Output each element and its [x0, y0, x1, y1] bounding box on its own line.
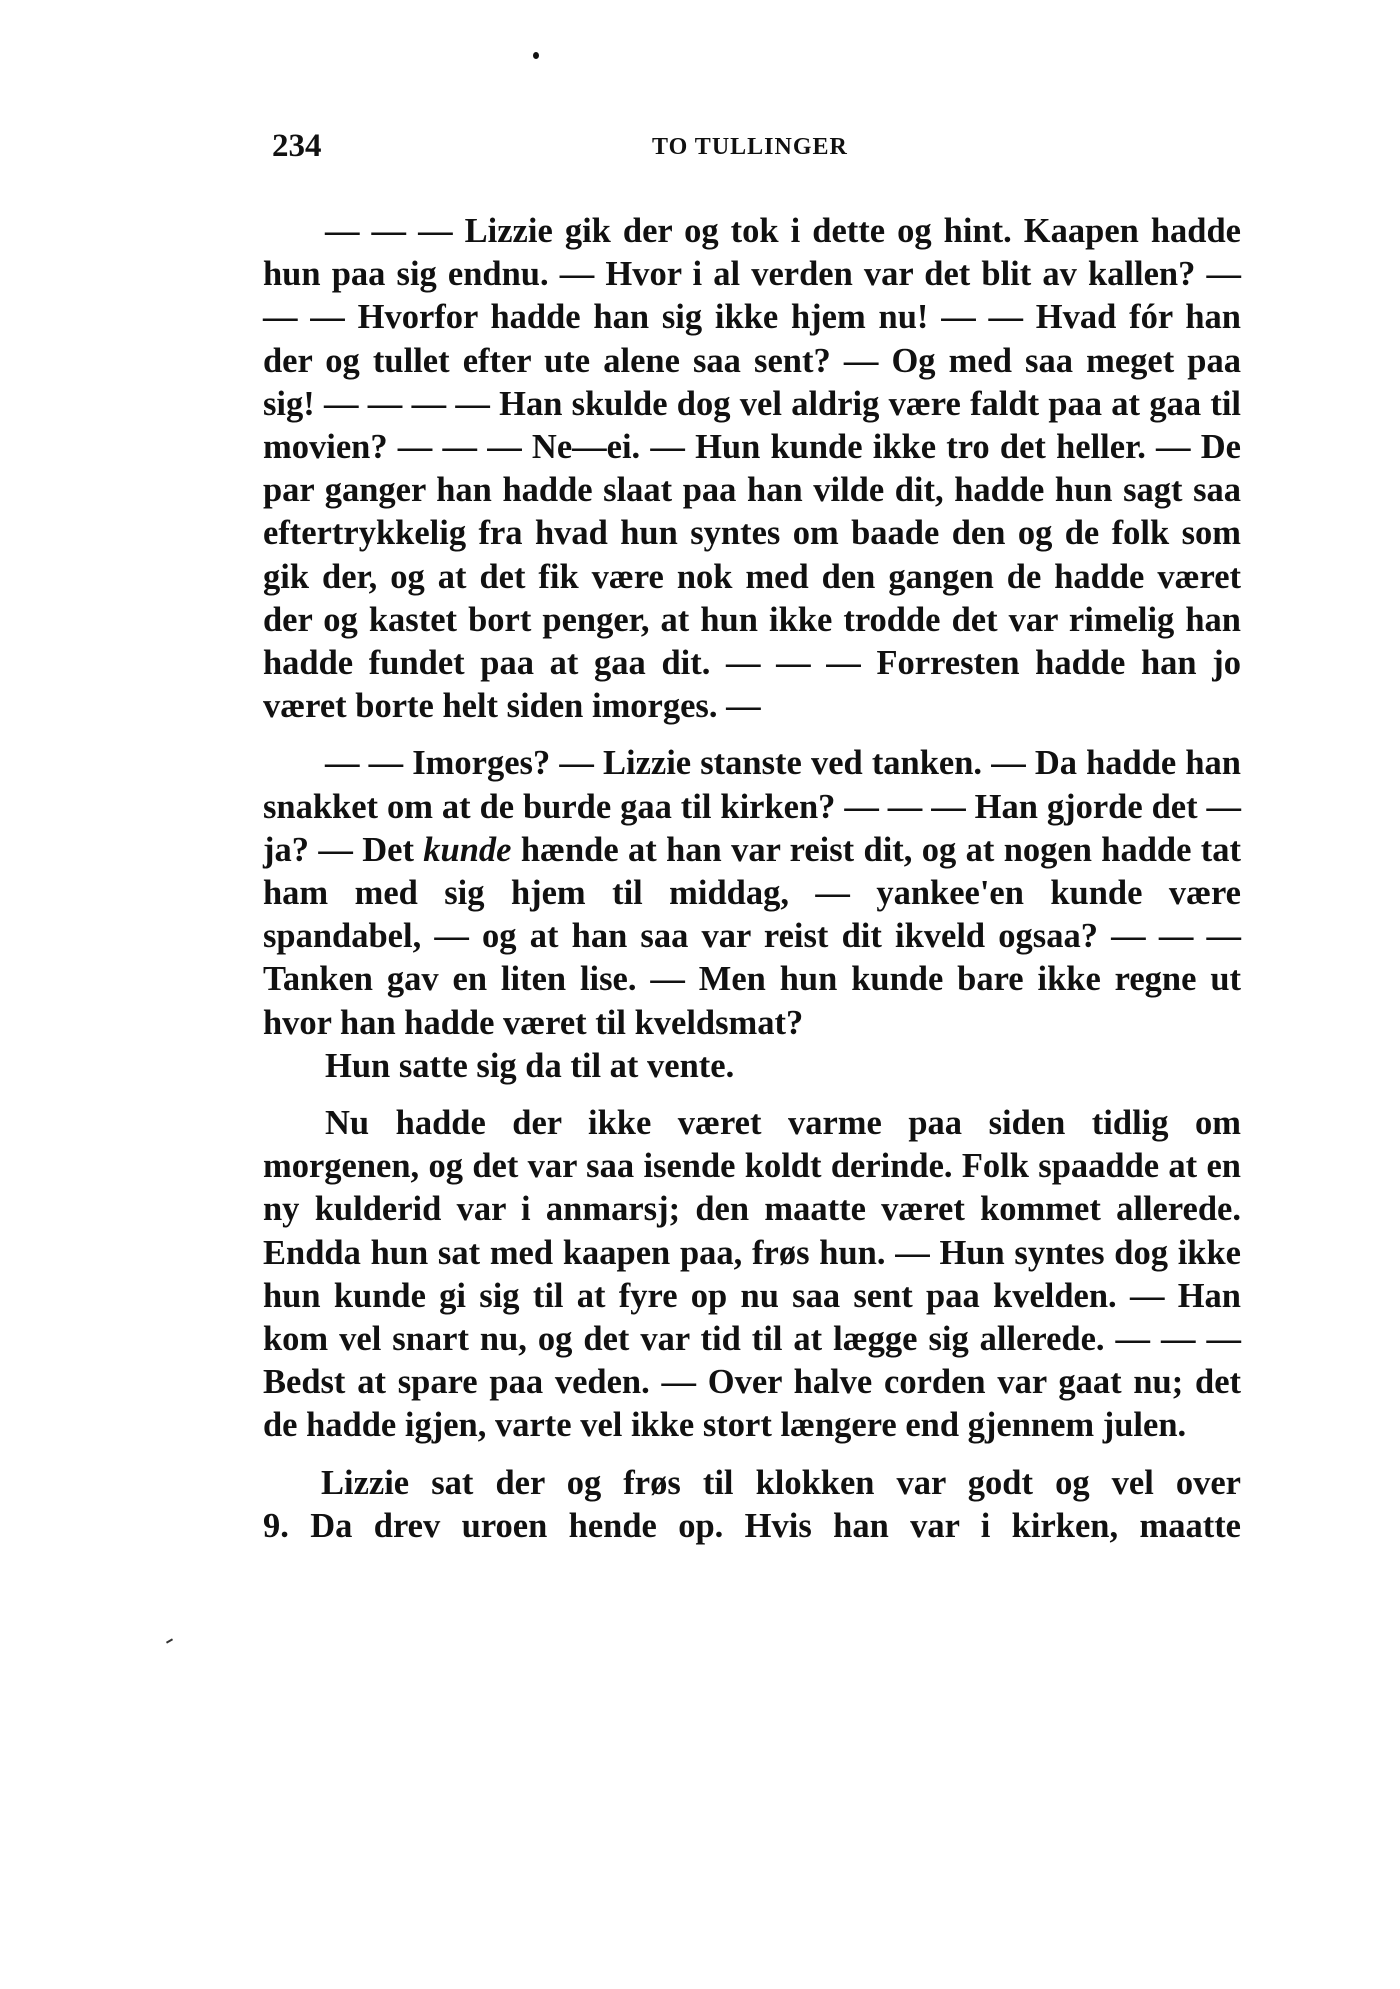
paragraph-2-part-1: — — Imorges? — Lizzie stanste ved tanken. — Da hadde han snakket om at de burde gaa til kirken? — — — Han gjorde det — ja? — Det	[263, 744, 1241, 869]
running-head: TO TULLINGER	[652, 134, 848, 160]
paragraph-5-line-2: 9. Da drev uroen hende op. Hvis han var i kirken, maatte	[263, 1506, 1241, 1545]
page-number: 234	[272, 128, 322, 164]
paragraph-2	[263, 742, 1241, 1044]
ink-dot	[533, 52, 539, 59]
emphasized-word: kunde	[423, 830, 512, 869]
page-header	[272, 128, 1272, 168]
body-text	[263, 210, 1241, 1548]
stray-ink-mark	[166, 1638, 173, 1643]
paragraph-3: Hun satte sig da til at vente.	[325, 1046, 735, 1085]
paragraph-5	[263, 1462, 1241, 1548]
paragraph-1: — — — Lizzie gik der og tok i dette og hint. Kaapen hadde hun paa sig endnu. — Hvor i al verden var det blit av kallen? — — — Hvorfor hadde han sig ikke hjem nu! — — Hvad fór han der og tullet efter ute alene saa sent? — Og med saa meget paa sig! — — — — Han skulde dog vel aldrig være faldt paa at gaa til movien? — — — Ne—ei. — Hun kunde ikke tro det heller. — De par ganger han hadde slaat paa han vilde dit, hadde hun sagt saa eftertrykkelig fra hvad hun syntes om baade den og de folk som gik der, og at det fik være nok med den gangen de hadde været der og kastet bort penger, at hun ikke trodde det var rimelig han hadde fundet paa at gaa dit. — — — Forresten hadde han jo været borte helt siden imorges. —	[263, 212, 1241, 726]
paragraph-4: Nu hadde der ikke været varme paa siden tidlig om morgenen, og det var saa isende koldt derinde. Folk spaadde at en ny kulderid var i anmarsj; den maatte været kommet allerede. Endda hun sat med kaapen paa, frøs hun. — Hun syntes dog ikke hun kunde gi sig til at fyre op nu saa sent paa kvelden. — Han kom vel snart nu, og det var tid til at lægge sig allerede. — — — Bedst at spare paa veden. — Over halve corden var gaat nu; det de hadde igjen, varte vel ikke stort længere end gjennem julen.	[263, 1104, 1241, 1445]
paragraph-5-line-1: Lizzie sat der og frøs til klokken var godt og vel over	[321, 1463, 1241, 1502]
paragraph-2-part-2: hænde at han var reist dit, og at nogen hadde tat ham med sig hjem til middag, — yankee'en kunde være spandabel, — og at han saa var reist dit ikveld ogsaa? — — — Tanken gav en liten lise. — Men hun kunde bare ikke regne ut hvor han hadde været til kveldsmat?	[263, 830, 1241, 1042]
